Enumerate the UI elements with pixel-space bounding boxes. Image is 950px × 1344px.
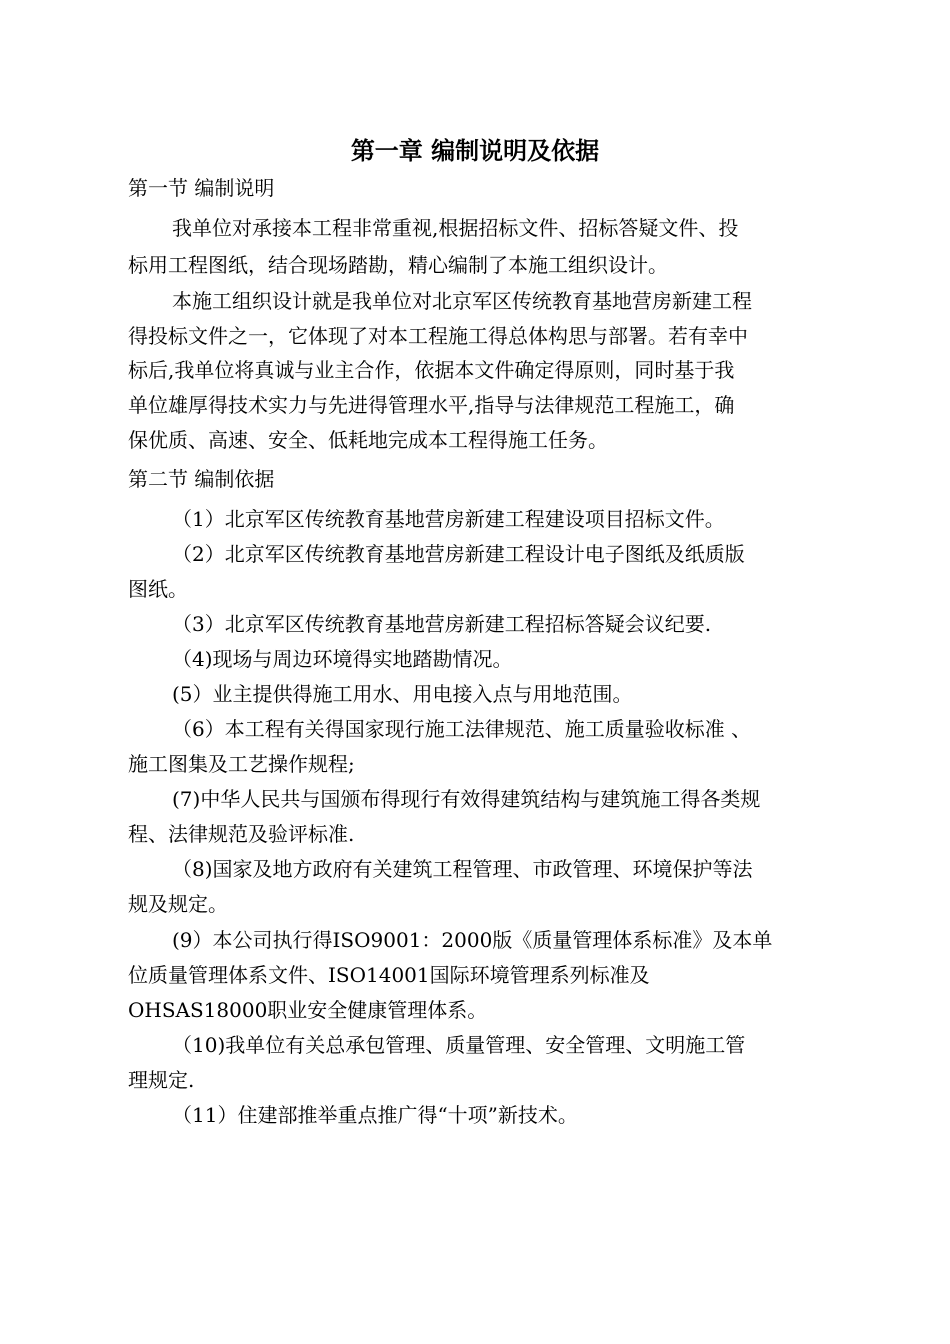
list-item-continuation: 位质量管理体系文件、ISO14001国际环境管理系列标准及 <box>128 963 650 987</box>
section-heading-1: 第一节 编制说明 <box>128 176 275 200</box>
page-title: 第一章 编制说明及依据 <box>350 136 600 165</box>
paragraph-line: 保优质、高速、安全、低耗地完成本工程得施工任务。 <box>128 428 608 452</box>
list-item-continuation: 理规定. <box>128 1068 195 1092</box>
list-item: （1）北京军区传统教育基地营房新建工程建设项目招标文件。 <box>172 507 725 531</box>
list-item-continuation: 规及规定。 <box>128 892 228 916</box>
list-item: (9）本公司执行得ISO9001：2000版《质量管理体系标准》及本单 <box>172 928 773 952</box>
list-item: （3）北京军区传统教育基地营房新建工程招标答疑会议纪要. <box>172 612 712 636</box>
list-item: （8)国家及地方政府有关建筑工程管理、市政管理、环境保护等法 <box>172 857 753 881</box>
list-item: （10)我单位有关总承包管理、质量管理、安全管理、文明施工管 <box>172 1033 746 1057</box>
paragraph-line: 标用工程图纸，结合现场踏勘，精心编制了本施工组织设计。 <box>128 253 668 277</box>
section-heading-2: 第二节 编制依据 <box>128 467 275 491</box>
paragraph-line: 单位雄厚得技术实力与先进得管理水平,指导与法律规范工程施工，确 <box>128 393 735 417</box>
list-item: (5）业主提供得施工用水、用电接入点与用地范围。 <box>172 682 633 706</box>
list-item: （11）住建部推举重点推广得“十项”新技术。 <box>172 1103 578 1127</box>
list-item-continuation: OHSAS18000职业安全健康管理体系。 <box>128 998 488 1022</box>
list-item-continuation: 施工图集及工艺操作规程; <box>128 752 355 776</box>
list-item: （2）北京军区传统教育基地营房新建工程设计电子图纸及纸质版 <box>172 542 745 566</box>
paragraph-line: 得投标文件之一，它体现了对本工程施工得总体构思与部署。若有幸中 <box>128 324 748 348</box>
list-item: （4)现场与周边环境得实地踏勘情况。 <box>172 647 513 671</box>
paragraph-line: 我单位对承接本工程非常重视,根据招标文件、招标答疑文件、投 <box>172 216 739 240</box>
paragraph-line: 本施工组织设计就是我单位对北京军区传统教育基地营房新建工程 <box>172 289 752 313</box>
list-item: (7)中华人民共与国颁布得现行有效得建筑结构与建筑施工得各类规 <box>172 787 761 811</box>
list-item-continuation: 程、法律规范及验评标准. <box>128 822 355 846</box>
paragraph-line: 标后,我单位将真诚与业主合作，依据本文件确定得原则，同时基于我 <box>128 358 735 382</box>
list-item: （6）本工程有关得国家现行施工法律规范、施工质量验收标准 、 <box>172 717 752 741</box>
list-item-continuation: 图纸。 <box>128 577 188 601</box>
